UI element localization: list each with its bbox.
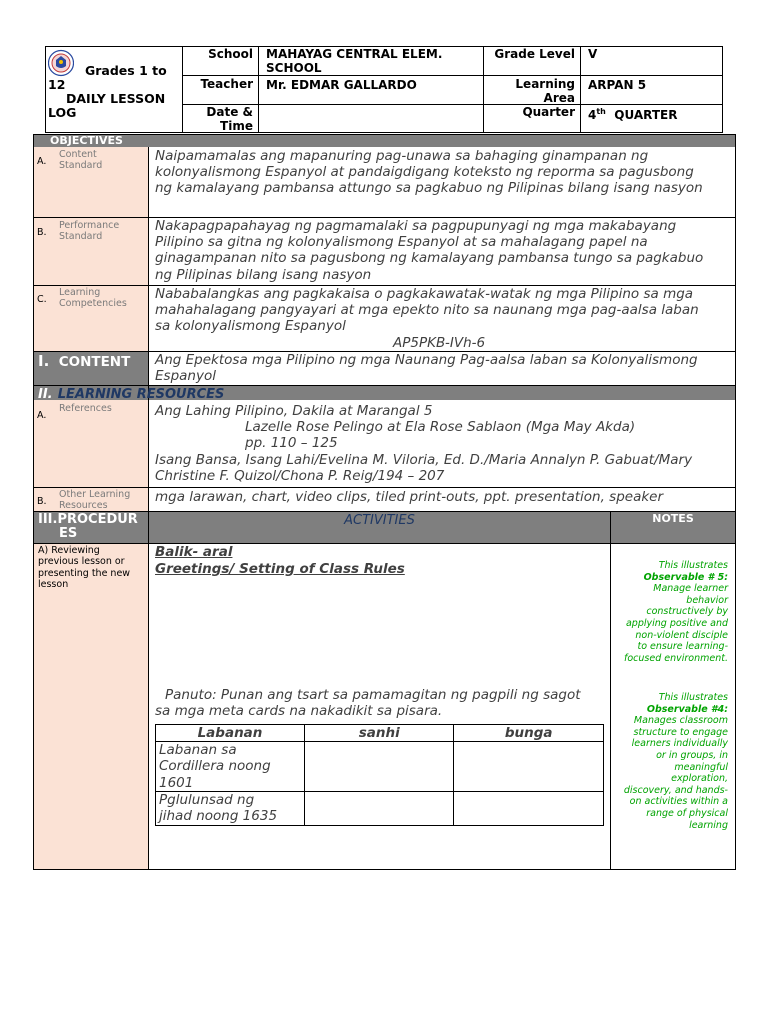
title-line: Grades 1 to (85, 63, 167, 78)
note-line: structure to engage (633, 726, 728, 738)
learning-area-label (484, 77, 580, 105)
label-line: Standard (59, 160, 103, 171)
teacher-value: Mr. EDMAR GALLARDO (266, 78, 417, 92)
label-line: Performance (59, 220, 120, 231)
note-line: Observable # 5: (643, 571, 728, 583)
activity-table (155, 724, 604, 826)
content-heading-text: CONTENT (58, 354, 131, 370)
procedures-numeral: III. (38, 512, 58, 527)
text-line: mahahalagang pangyayari at mga epekto nito sa naunang mga pag-aalsa laban (155, 302, 699, 319)
resources-heading-text: LEARNING RESOURCES (57, 387, 225, 402)
school-value-line: SCHOOL (266, 61, 322, 75)
row-divider (33, 543, 736, 544)
note-line: Manage learner (653, 583, 728, 595)
quarter-number: 4 (588, 108, 597, 122)
note-line: meaningful (674, 761, 728, 773)
text-line: Panuto: Punan ang tsart sa pamamagitan ng pagpili ng sagot (165, 687, 581, 703)
note-line: Manages classroom (633, 715, 728, 727)
title-line: LOG (48, 105, 77, 120)
note-line: Observable #4: (646, 703, 728, 715)
text-line: Nababalangkas ang pagkakaisa o pagkakawatak-watak ng mga Pilipino sa mga (155, 286, 694, 302)
label-line: Other Learning (59, 489, 131, 500)
content-text (155, 352, 735, 384)
note-line: discovery, and hands- (623, 784, 728, 796)
note-line: This illustrates (658, 560, 728, 571)
text-line: Nakapagpapahayag ng pagmamalaki sa pagpupunyagi ng mga makabayang (155, 218, 677, 234)
cell-line: Pglulunsad ng (159, 791, 255, 808)
performance-standard-label (37, 220, 120, 242)
area-label-line: Area (543, 91, 575, 105)
other-resources-label (37, 489, 131, 511)
learning-area-value: ARPAN 5 (588, 78, 647, 92)
title-line: 12 (48, 77, 66, 92)
label-letter: A. (37, 156, 47, 167)
area-label-line: Learning (515, 77, 575, 91)
content-standard-text (155, 148, 735, 197)
row-divider (33, 487, 736, 488)
content-standard-label (37, 149, 103, 171)
label-line: Learning (59, 287, 101, 298)
header-divider (258, 46, 259, 133)
text-line: Ang Lahing Pilipino, Dakila at Marangal 5 (155, 403, 433, 419)
label-letter: A. (37, 410, 47, 421)
label-letter: B. (37, 227, 47, 238)
note-line: constructively by (646, 606, 728, 618)
text-line: ginagampanan nito sa pagusbong ng kamalayang pambansa tungo sa pagkabuo (155, 250, 704, 267)
label-letter: C. (37, 294, 47, 305)
text-line: Lazelle Rose Pelingo at Ela Rose Sablaon (Mga May Akda) (245, 419, 636, 436)
label-line: Resources (59, 500, 108, 511)
table-cell (156, 742, 305, 792)
text-line: ng Pilipinas bilang isang nasyon (155, 266, 372, 283)
step-line: presenting the new (38, 567, 131, 579)
text-line: Isang Bansa, Isang Lahi/Evelina M. Viloria, Ed. D./Maria Annalyn P. Gabuat/Mary (155, 451, 693, 468)
table-header: Labanan (156, 725, 305, 742)
content-numeral: I. (38, 352, 50, 370)
school-value-line: MAHAYAG CENTRAL ELEM. (266, 47, 443, 61)
greetings-heading: Greetings/ Setting of Class Rules (155, 561, 405, 577)
note-line: range of physical (646, 807, 728, 819)
date-label-line: Time (220, 119, 253, 133)
table-cell[interactable] (305, 791, 454, 825)
performance-standard-text (155, 218, 735, 283)
note-line: behavior (686, 594, 728, 606)
text-line: ng kamalayang pambansa attungo sa pagkabuo ng Pilipinas bilang isang nasyon (155, 180, 703, 197)
note-line: applying positive and (625, 617, 728, 629)
note-observable-4 (612, 692, 728, 831)
note-line: learners individually (631, 738, 728, 750)
note-line: focused environment. (624, 652, 728, 664)
table-cell[interactable] (305, 742, 454, 792)
header-divider (580, 46, 581, 133)
cell-line: 1601 (159, 774, 194, 791)
text-line: pp. 110 – 125 (245, 435, 338, 452)
table-cell[interactable] (454, 791, 604, 825)
resources-numeral: II. (38, 387, 53, 402)
quarter-text: QUARTER (614, 108, 678, 122)
text-line: kolonyalismong Espanyol at pandaigdigang koteksto ng reporma sa pagusbong (155, 164, 694, 181)
references-text (155, 403, 735, 484)
note-line: non-violent disciple (635, 629, 728, 641)
label-line: References (59, 403, 112, 414)
content-heading (38, 352, 130, 370)
text-line: Ang Epektosa mga Pilipino ng mga Naunang Pag-aalsa laban sa Kolonyalismong (155, 352, 698, 368)
note-line: This illustrates (658, 692, 728, 703)
table-header: bunga (454, 725, 604, 742)
text-line: sa kolonyalismong Espanyol (155, 318, 346, 335)
label-line: Content (59, 149, 97, 160)
text-line: Naipamamalas ang mapanuring pag-unawa sa bahaging ginampanan ng (155, 148, 649, 164)
school-value (262, 47, 482, 75)
cell-line: Cordillera noong (159, 758, 271, 775)
note-line: exploration, (671, 773, 728, 785)
learning-competencies-text (155, 286, 735, 351)
procedures-heading-line: ES (59, 526, 78, 541)
table-header: sanhi (305, 725, 454, 742)
quarter-suffix: th (596, 107, 606, 116)
learning-competencies-label (37, 287, 127, 309)
notes-heading: NOTES (652, 512, 694, 525)
procedures-heading (38, 513, 138, 541)
title-line: DAILY LESSON (66, 91, 166, 106)
label-line: Standard (59, 231, 103, 242)
step-a-label (38, 545, 148, 591)
procedures-heading-line: PROCEDUR (57, 512, 138, 527)
date-time-value[interactable] (262, 105, 482, 131)
note-line: to ensure learning- (637, 641, 728, 653)
teacher-label: Teacher (200, 77, 253, 91)
objectives-heading: OBJECTIVES (50, 134, 123, 147)
text-line: Espanyol (155, 368, 216, 385)
label-line: Competencies (59, 298, 127, 309)
school-label: School (208, 47, 253, 61)
cell-line: jihad noong 1635 (159, 808, 278, 825)
label-letter: B. (37, 496, 47, 507)
step-line: previous lesson or (38, 556, 125, 568)
grade-level-label: Grade Level (494, 47, 575, 61)
log-title (48, 64, 183, 120)
text-line: Pilipino sa gitna ng kolonyalismong Espanyol at sa mahalagang papel na (155, 234, 648, 251)
quarter-value (584, 105, 722, 122)
text-line: Christine F. Quizol/Chona P. Reig/194 – 207 (155, 467, 445, 484)
header-divider (182, 75, 723, 76)
date-time-label (183, 105, 258, 133)
grade-level-value: V (588, 47, 598, 61)
resources-heading (38, 385, 224, 402)
text-line: sa mga meta cards na nakadikit sa pisara. (155, 703, 443, 720)
balik-aral-heading: Balik- aral (155, 544, 233, 560)
notes-divider (610, 511, 611, 870)
activities-heading: ACTIVITIES (344, 513, 415, 528)
date-label-line: Date & (206, 105, 253, 119)
panuto-text (155, 687, 605, 719)
references-label (37, 403, 112, 422)
note-line: or in groups, in (656, 749, 728, 761)
note-line: on activities within a (629, 796, 728, 808)
note-line: learning (689, 819, 728, 831)
cell-line: Labanan sa (159, 742, 237, 759)
quarter-label: Quarter (522, 105, 575, 119)
table-cell[interactable] (454, 742, 604, 792)
step-line: A) Reviewing (38, 545, 100, 556)
competency-code: AP5PKB-IVh-6 (393, 334, 486, 351)
other-resources-text: mga larawan, chart, video clips, tiled print-outs, ppt. presentation, speaker (155, 489, 664, 505)
table-cell (156, 791, 305, 825)
step-line: lesson (38, 579, 69, 591)
note-observable-5 (612, 560, 728, 664)
